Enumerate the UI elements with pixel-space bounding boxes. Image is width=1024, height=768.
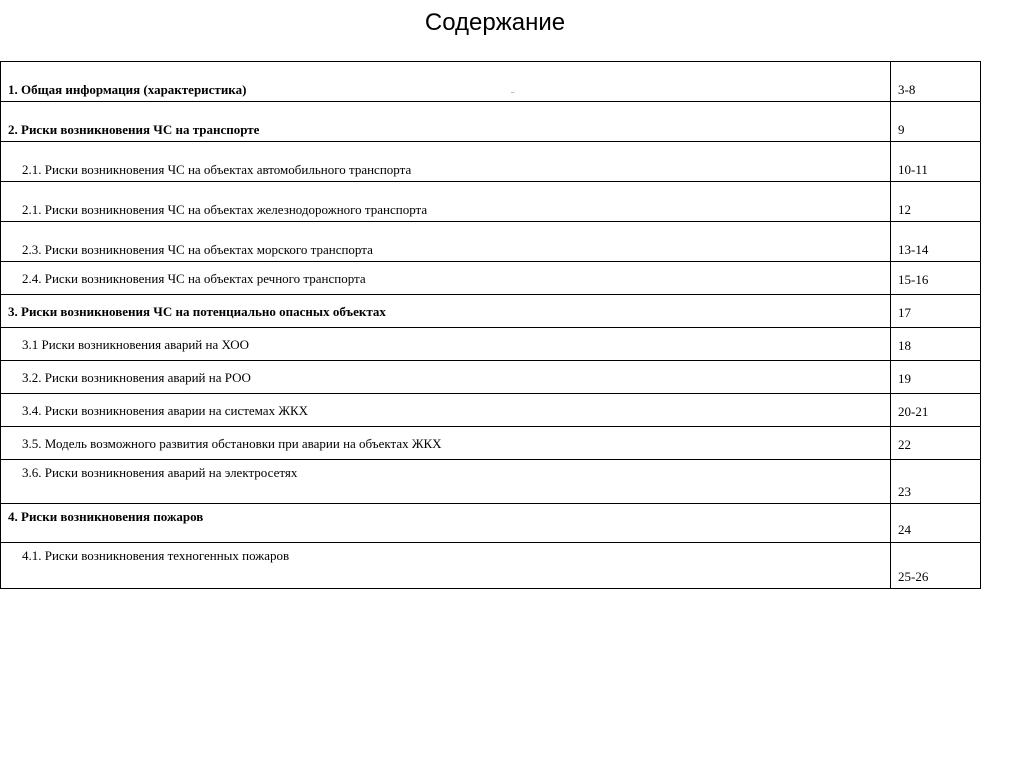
toc-row [1,543,981,589]
toc-section-title[interactable]: 3.5. Модель возможного развития обстановки при аварии на объектах ЖКХ [22,436,442,451]
toc-title-cell [1,394,891,427]
toc-title-cell [1,222,891,262]
toc-section-title[interactable]: 2.3. Риски возникновения ЧС на объектах морского транспорта [22,242,373,257]
toc-row [1,262,981,295]
toc-page-cell [891,361,981,394]
toc-row [1,222,981,262]
toc-section-title[interactable]: 3. Риски возникновения ЧС на потенциально опасных объектах [8,304,386,319]
toc-title-cell [1,328,891,361]
toc-section-title[interactable]: 3.1 Риски возникновения аварий на ХОО [22,337,249,352]
toc-title-cell [1,262,891,295]
toc-page-number: 18 [898,338,911,353]
toc-section-title[interactable]: 2.4. Риски возникновения ЧС на объектах речного транспорта [22,271,366,286]
toc-section-title[interactable]: 2.1. Риски возникновения ЧС на объектах железнодорожного транспорта [22,202,428,217]
toc-row [1,361,981,394]
toc-page-cell [891,460,981,504]
toc-section-title[interactable]: 4. Риски возникновения пожаров [8,509,204,524]
toc-section-title[interactable]: 3.4. Риски возникновения аварии на системах ЖКХ [22,403,309,418]
toc-page-cell [891,142,981,182]
toc-page-number: 23 [898,484,911,499]
toc-page-cell [891,427,981,460]
toc-page-number: 3-8 [898,82,916,97]
stray-mark: _ [511,86,515,94]
toc-section-title[interactable]: 3.6. Риски возникновения аварий на электросетях [22,465,298,480]
toc-page-cell [891,102,981,142]
page-title: Содержание [424,9,566,36]
toc-section-title[interactable]: 2.1. Риски возникновения ЧС на объектах автомобильного транспорта [22,162,412,177]
toc-page-cell [891,543,981,589]
toc-row [1,182,981,222]
toc-page-cell [891,182,981,222]
toc-row [1,460,981,504]
toc-page-cell [891,328,981,361]
toc-page-cell [891,295,981,328]
toc-row [1,142,981,182]
toc-title-cell [1,142,891,182]
toc-page-number: 17 [898,305,911,320]
toc-row [1,504,981,543]
toc-row [1,62,981,102]
toc-page-number: 15-16 [898,272,929,287]
toc-title-cell [1,102,891,142]
toc-section-title[interactable]: 2. Риски возникновения ЧС на транспорте [8,122,260,137]
toc-title-cell [1,361,891,394]
toc-row [1,328,981,361]
toc-section-title[interactable]: 3.2. Риски возникновения аварий на РОО [22,370,251,385]
toc-title-cell [1,543,891,589]
toc-page-number: 22 [898,437,911,452]
toc-title-cell [1,295,891,328]
toc-title-cell [1,62,891,102]
toc-page-number: 10-11 [898,162,928,177]
toc-page-cell [891,394,981,427]
toc-page-number: 25-26 [898,569,929,584]
toc-page-number: 20-21 [898,404,929,419]
toc-page-cell [891,222,981,262]
toc-section-title[interactable]: 1. Общая информация (характеристика) [8,82,247,97]
toc-row [1,427,981,460]
toc-title-cell [1,182,891,222]
toc-page-number: 9 [898,122,905,137]
toc-row [1,394,981,427]
toc-section-title[interactable]: 4.1. Риски возникновения техногенных пожаров [22,548,290,563]
toc-page-number: 12 [898,202,911,217]
table-of-contents [0,61,981,589]
toc-title-cell [1,504,891,543]
toc-page-cell [891,504,981,543]
toc-row [1,102,981,142]
toc-page-number: 13-14 [898,242,929,257]
toc-page-number: 19 [898,371,911,386]
toc-page-number: 24 [898,522,911,537]
toc-title-cell [1,427,891,460]
toc-title-cell [1,460,891,504]
toc-page-cell [891,62,981,102]
toc-page-cell [891,262,981,295]
toc-row [1,295,981,328]
